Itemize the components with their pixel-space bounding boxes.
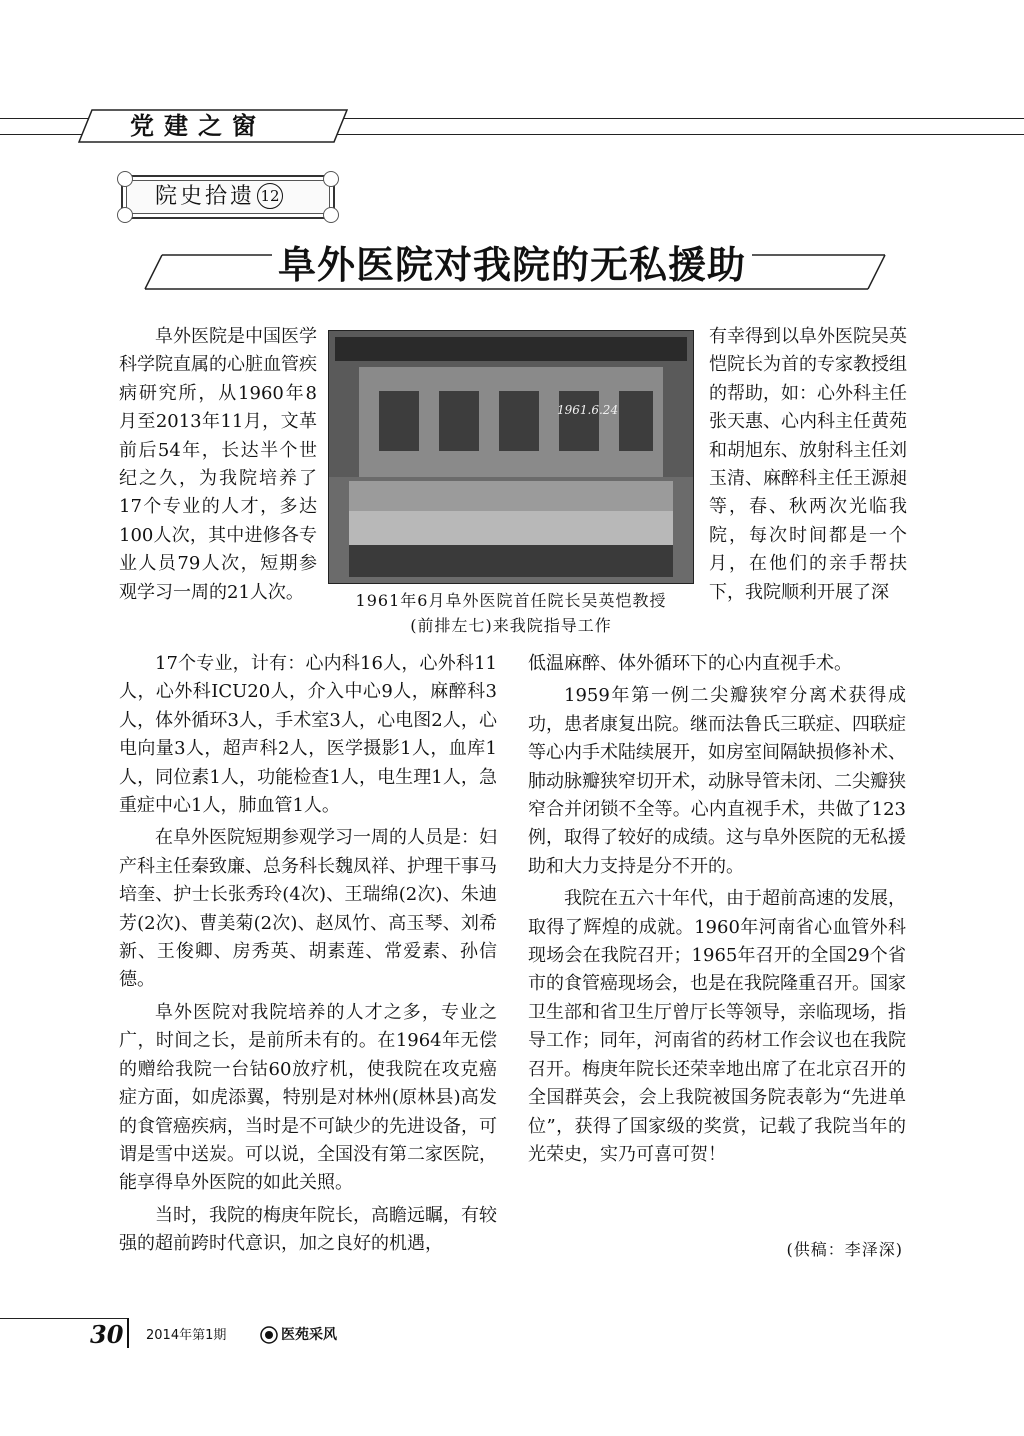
photo-caption [322, 588, 700, 638]
paragraph-continuation: 低温麻醉、体外循环下的心内直视手术。 [528, 653, 852, 674]
article-title: 阜外医院对我院的无私援助 [272, 243, 752, 287]
paragraph-cobalt: 阜外医院对我院培养的人才之多，专业之广，时间之长，是前所未有的。在1964年无偿的赠给我院一台钴60放疗机，使我院在攻克癌症方面，如虎添翼，特别是对林州(原林县)高发的食管癌疾病，当时是不可缺少的先进设备，可谓是雪中送炭。可以说，全国没有第二家医院，能享得阜外医院的如此关照。 [119, 1001, 497, 1194]
paragraph-achievements: 我院在五六十年代，由于超前高速的发展，取得了辉煌的成就。1960年河南省心血管外科现场会在我院召开；1965年召开的全国29个省市的食管癌现场会，也是在我院隆重召开。国家卫生部和省卫生厅曾厅长等领导，亲临现场，指导工作；同年，河南省的药材工作会议也在我院召开。梅庚年院长还荣幸地出席了在北京召开的全国群英会，会上我院被国务院表彰为“先进单位”，获得了国家级的奖赏，记载了我院当年的光荣史，实乃可喜可贺！ [528, 888, 906, 1165]
issue-label: 2014年第1期 [146, 1328, 227, 1343]
intro-right: 有幸得到以阜外医院吴英恺院长为首的专家教授组的帮助，如：心外科主任张天惠、心内科主任黄苑和胡旭东、放射科主任刘玉清、麻醉科主任王源昶等，春、秋两次光临我院，每次时间都是一个月，在他们的亲手帮扶下，我院顺利开展了深 [709, 326, 907, 603]
section-title: 党建之窗 [130, 111, 266, 140]
photo-inscription: 1961.6.24 [557, 403, 619, 417]
column-label-box [121, 175, 335, 219]
paragraph-surgery: 1959年第一例二尖瓣狭窄分离术获得成功，患者康复出院。继而法鲁氏三联症、四联症等心内手术陆续展开，如房室间隔缺损修补术、肺动脉瓣狭窄切开术，动脉导管未闭、二尖瓣狭窄合并闭锁不全等。心内直视手术，共做了123例，取得了较好的成绩。这与阜外医院的无私援助和大力支持是分不开的。 [528, 685, 906, 877]
photo-caption-line-1: 1961年6月阜外医院首任院长吴英恺教授 [355, 591, 667, 610]
signature: (供稿：李泽深) [786, 1240, 903, 1259]
group-photo [328, 330, 694, 584]
page-number: 30 [90, 1320, 124, 1349]
intro-left: 阜外医院是中国医学科学院直属的心脏血管疾病研究所，从1960年8月至2013年11月，文革前后54年，长达半个世纪之久，为我院培养了17个专业的人才，多达100人次，其中进修各专业人员79人次，短期参观学习一周的21人次。 [119, 326, 317, 603]
magazine-name: 医苑采风 [281, 1327, 337, 1343]
paragraph-president: 当时，我院的梅庚年院长，高瞻远瞩，有较强的超前跨时代意识，加之良好的机遇， [119, 1204, 497, 1255]
column-label: 院史拾遗 [155, 184, 256, 209]
photo-caption-line-2: (前排左七)来我院指导工作 [410, 616, 612, 635]
paragraph-visitors: 在阜外医院短期参观学习一周的人员是：妇产科主任秦致廉、总务科长魏凤祥、护理干事马培奎、护士长张秀玲(4次)、王瑞绵(2次)、朱迪芳(2次)、曹美菊(2次)、赵凤竹、高玉琴、刘希新、王俊卿、房秀英、胡素莲、常爱素、孙信德。 [119, 827, 497, 991]
left-column [119, 650, 497, 1259]
paragraph-specialties: 17个专业，计有：心内科16人，心外科11人，心外科ICU20人，介入中心9人，麻醉科3人，体外循环3人，手术室3人，心电图2人，心电向量3人，超声科2人，医学摄影1人，血库1人，同位素1人，功能检查1人，电生理1人，急重症中心1人，肺血管1人。 [119, 653, 497, 817]
footer-bar [127, 1318, 129, 1348]
right-column [528, 650, 906, 1169]
column-number: 12 [257, 183, 283, 209]
magazine-logo-icon [260, 1326, 278, 1344]
footer-rule [0, 1318, 127, 1319]
